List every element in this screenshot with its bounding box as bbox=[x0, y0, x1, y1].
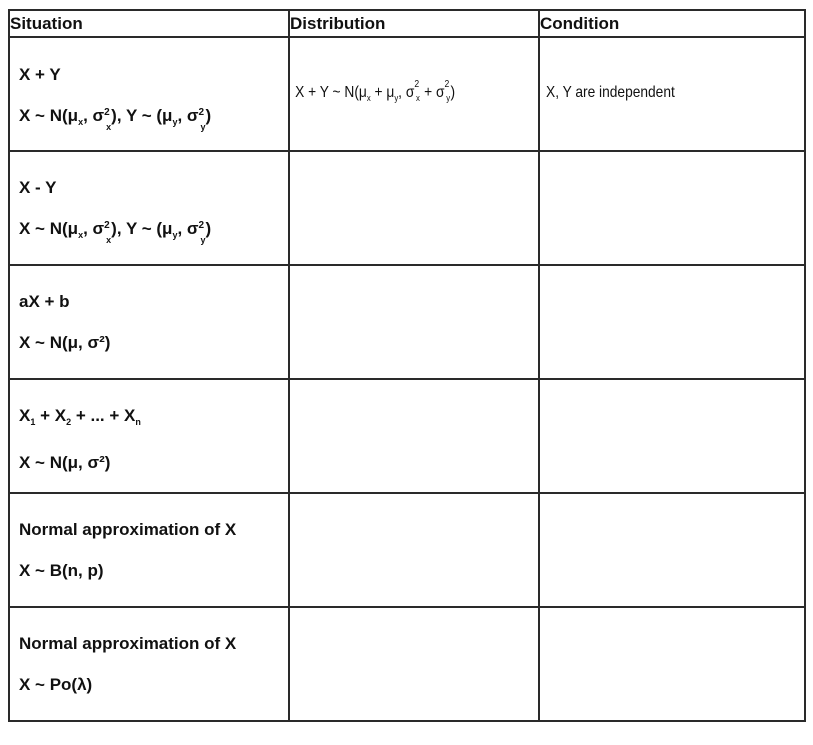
situation-line1: $X_1 + X_2$ + ... + $X_n$ bbox=[19, 406, 141, 427]
distribution-cell[interactable] bbox=[289, 607, 539, 721]
situation-line1: X - Y bbox=[19, 178, 57, 197]
distribution-value bbox=[290, 380, 503, 426]
condition-value bbox=[540, 608, 767, 654]
distribution-cell[interactable] bbox=[289, 265, 539, 379]
distribution-cell[interactable] bbox=[289, 379, 539, 493]
distribution-cell[interactable] bbox=[289, 151, 539, 265]
situation-line1: Normal approximation of X bbox=[19, 634, 237, 653]
header-situation: Situation bbox=[9, 10, 289, 37]
situation-line1: aX + b bbox=[19, 292, 70, 311]
table-row bbox=[9, 151, 805, 265]
condition-value bbox=[540, 152, 767, 198]
distribution-value bbox=[290, 608, 503, 654]
condition-cell[interactable] bbox=[539, 265, 805, 379]
condition-value bbox=[540, 266, 767, 312]
situation-cell bbox=[9, 607, 289, 721]
condition-value: X, Y are independent bbox=[546, 84, 675, 101]
situation-line1: Normal approximation of X bbox=[19, 520, 237, 539]
distribution-value bbox=[290, 494, 503, 540]
condition-cell bbox=[539, 37, 805, 151]
distribution-cell bbox=[289, 37, 539, 151]
distribution-cell[interactable] bbox=[289, 493, 539, 607]
condition-cell[interactable] bbox=[539, 607, 805, 721]
situation-cell bbox=[9, 265, 289, 379]
header-condition: Condition bbox=[539, 10, 805, 37]
situation-line2: X ~ B(n, p) bbox=[19, 561, 104, 580]
condition-cell[interactable] bbox=[539, 379, 805, 493]
condition-value bbox=[540, 380, 767, 426]
distribution-value bbox=[290, 152, 503, 198]
table-row bbox=[9, 607, 805, 721]
situation-cell bbox=[9, 37, 289, 151]
table-row bbox=[9, 265, 805, 379]
situation-cell bbox=[9, 151, 289, 265]
condition-cell[interactable] bbox=[539, 151, 805, 265]
situation-line2: X ~ N(μ, σ²) bbox=[19, 453, 111, 472]
table-row bbox=[9, 493, 805, 607]
situation-cell bbox=[9, 379, 289, 493]
table-row bbox=[9, 37, 805, 151]
condition-value bbox=[540, 494, 767, 540]
header-distribution: Distribution bbox=[289, 10, 539, 37]
condition-cell[interactable] bbox=[539, 493, 805, 607]
normal-distribution-table bbox=[8, 9, 806, 722]
distribution-value: X + Y ~ $N(\mu_x + \mu_y$, σ 2 x + σ 2 y ) bbox=[295, 79, 456, 103]
situation-line2: X ~ Po(λ) bbox=[19, 675, 93, 694]
situation-line2: X ~ $N(\mu_x$, σ 2 x ), Y ~ ($\mu_y$, σ 2 y ) bbox=[19, 219, 212, 245]
distribution-value bbox=[290, 266, 503, 312]
situation-line2: X ~ N(μ, σ²) bbox=[19, 333, 111, 352]
situation-cell bbox=[9, 493, 289, 607]
table-row bbox=[9, 379, 805, 493]
situation-line2: X ~ $N(\mu_x$, σ 2 x ), Y ~ ($\mu_y$, σ 2 y ) bbox=[19, 106, 212, 132]
header-row bbox=[9, 10, 805, 37]
situation-line1: X + Y bbox=[19, 65, 61, 84]
